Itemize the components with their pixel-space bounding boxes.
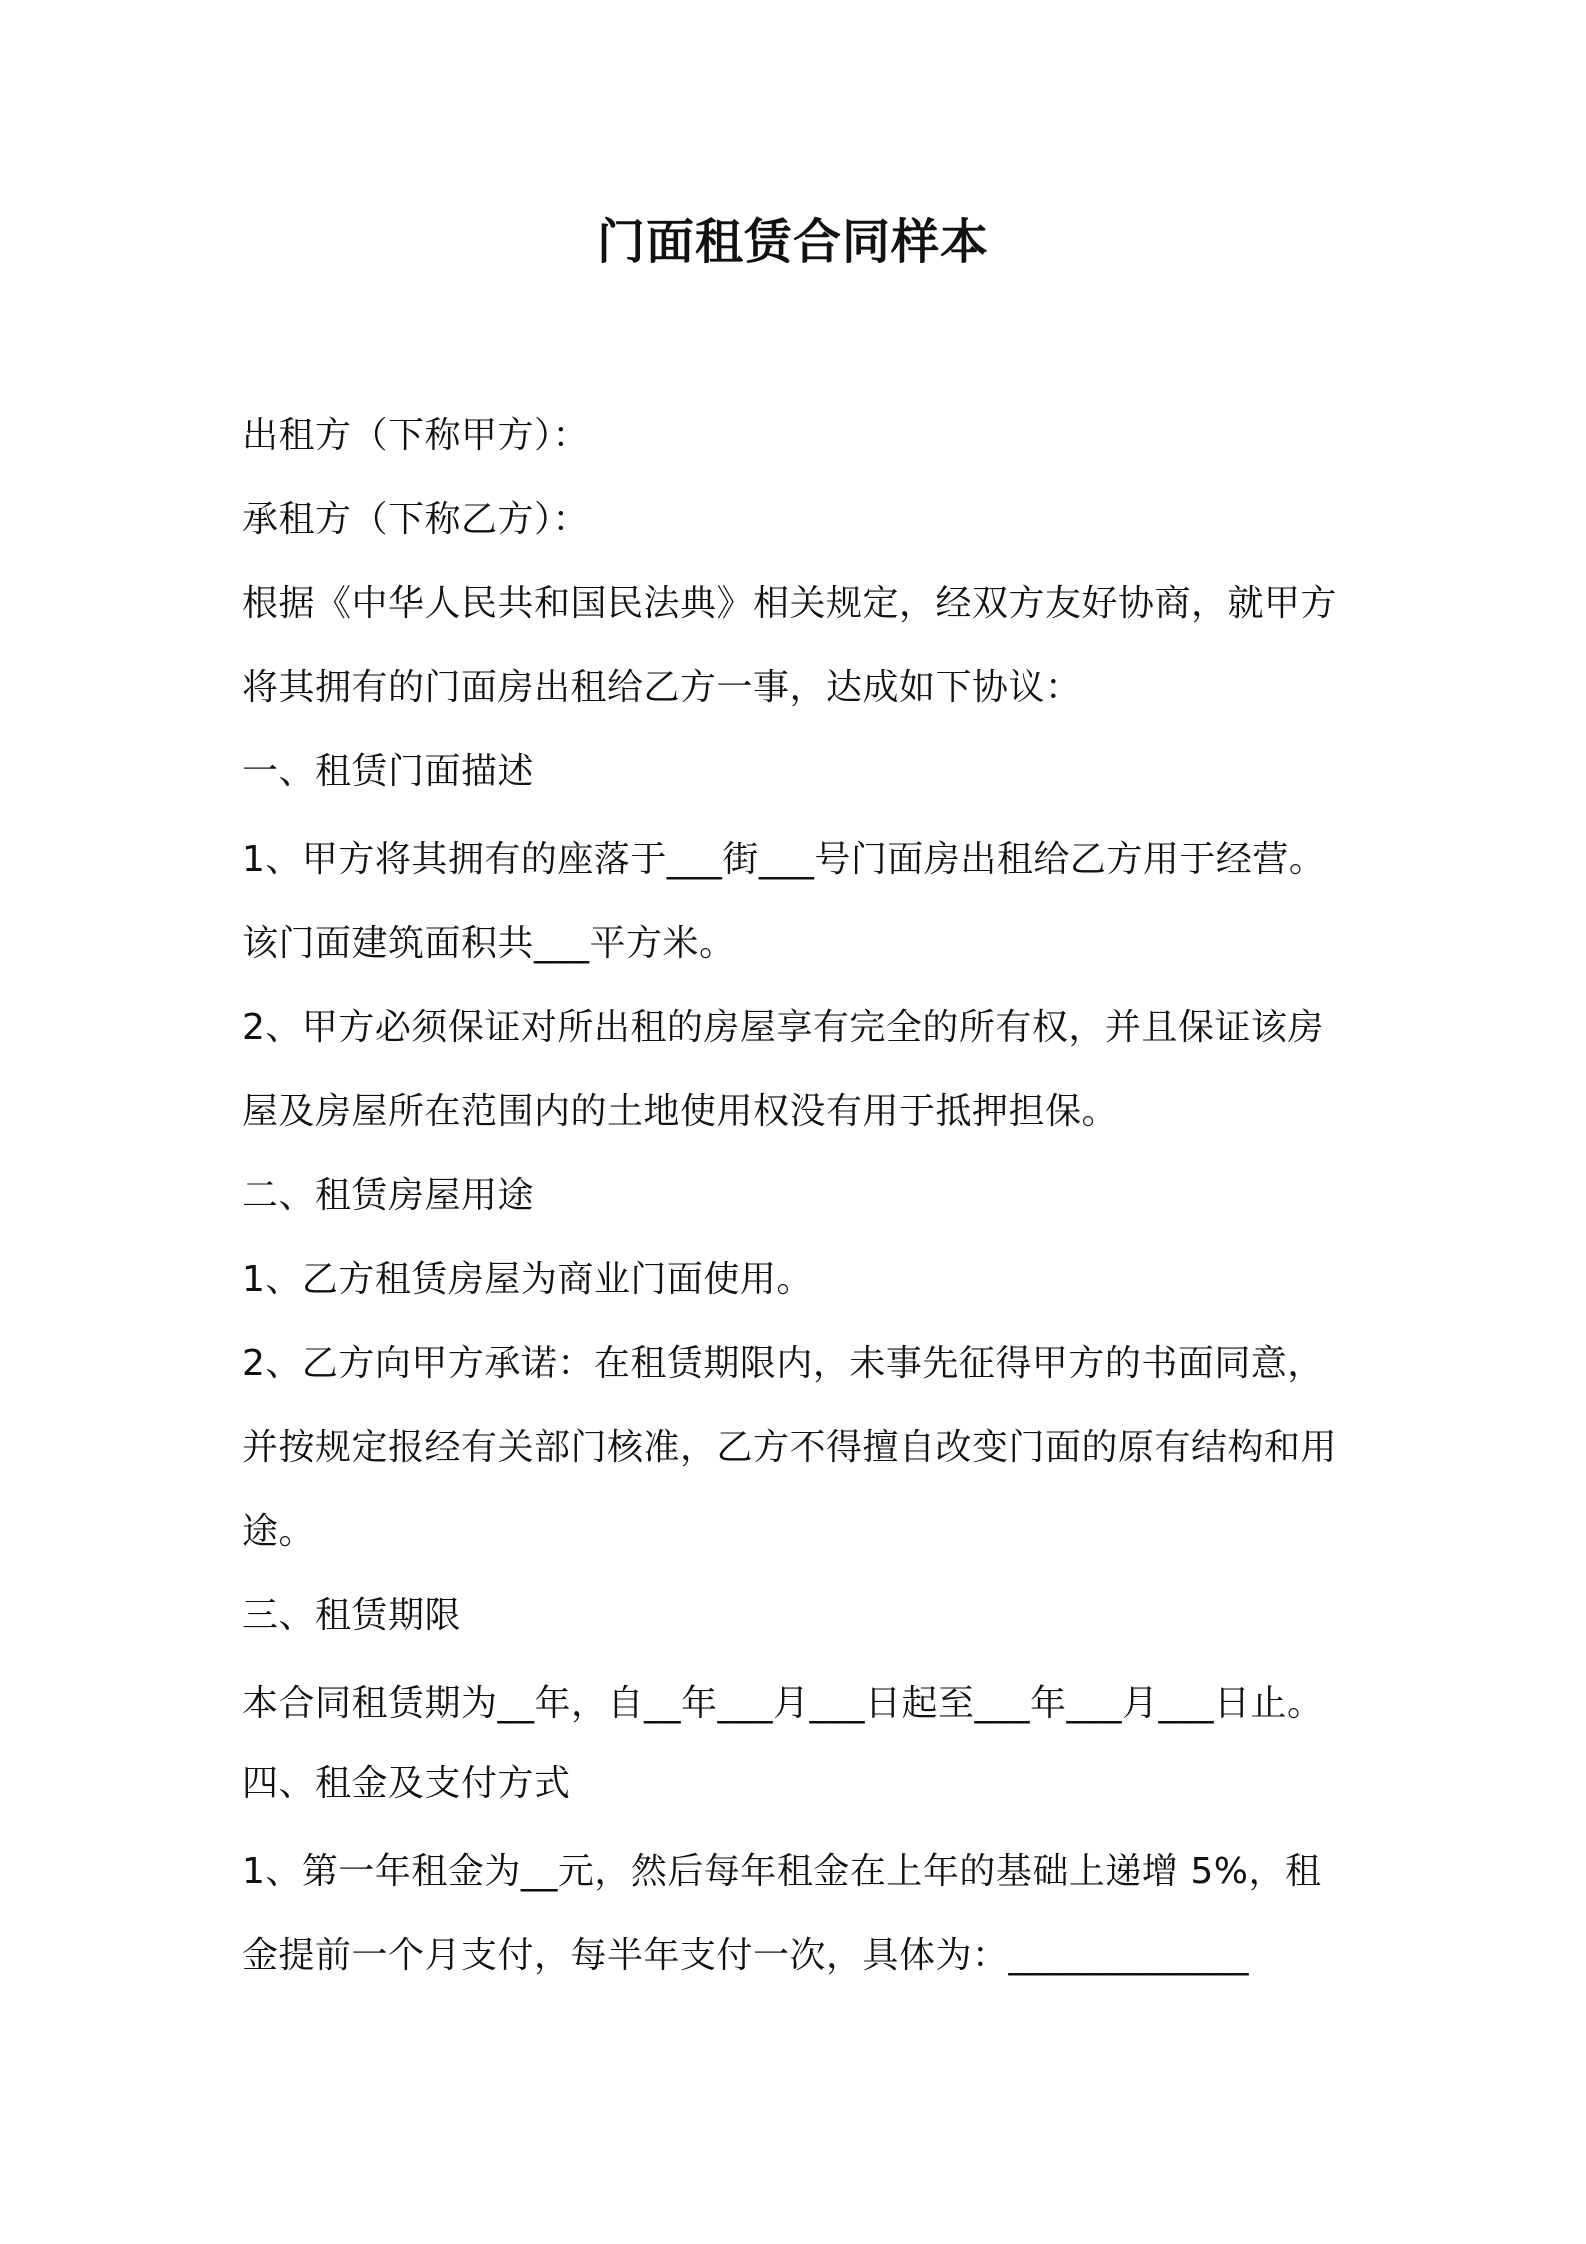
section-3-heading: 三、租赁期限 — [242, 1595, 462, 1636]
lessee-line: 承租方（下称乙方）： — [242, 499, 590, 540]
clause-4-1-line-1: 1、第一年租金为__元，然后每年租金在上年的基础上递增 5%，租 — [242, 1851, 1322, 1892]
lessor-line: 出租方（下称甲方）： — [242, 415, 590, 456]
document-title: 门面租赁合同样本 — [596, 214, 989, 270]
section-1-heading: 一、租赁门面描述 — [242, 751, 535, 792]
preamble-line-2: 将其拥有的门面房出租给乙方一事，达成如下协议： — [242, 667, 1082, 708]
clause-1-1-line-2: 该门面建筑面积共___平方米。 — [242, 923, 736, 964]
clause-3-line: 本合同租赁期为__年，自__年___月___日起至___年___月___日止。 — [242, 1683, 1324, 1724]
clause-1-2-line-1: 2、甲方必须保证对所出租的房屋享有完全的所有权，并且保证该房 — [242, 1007, 1324, 1048]
section-4-heading: 四、租金及支付方式 — [242, 1763, 571, 1804]
clause-4-1-line-2: 金提前一个月支付，每半年支付一次，具体为：_____________ — [242, 1935, 1250, 1976]
clause-1-1-line-1: 1、甲方将其拥有的座落于___街___号门面房出租给乙方用于经营。 — [242, 839, 1326, 880]
preamble-line-1: 根据《中华人民共和国民法典》相关规定，经双方友好协商，就甲方 — [242, 583, 1338, 624]
section-2-heading: 二、租赁房屋用途 — [242, 1175, 535, 1216]
clause-2-2-line-2: 并按规定报经有关部门核准，乙方不得擅自改变门面的原有结构和用 — [242, 1427, 1338, 1468]
clause-2-2-line-1: 2、乙方向甲方承诺：在租赁期限内，未事先征得甲方的书面同意， — [242, 1343, 1324, 1384]
clause-1-2-line-2: 屋及房屋所在范围内的土地使用权没有用于抵押担保。 — [242, 1091, 1119, 1132]
clause-2-1-line: 1、乙方租赁房屋为商业门面使用。 — [242, 1259, 813, 1300]
clause-2-2-line-3: 途。 — [242, 1511, 316, 1552]
